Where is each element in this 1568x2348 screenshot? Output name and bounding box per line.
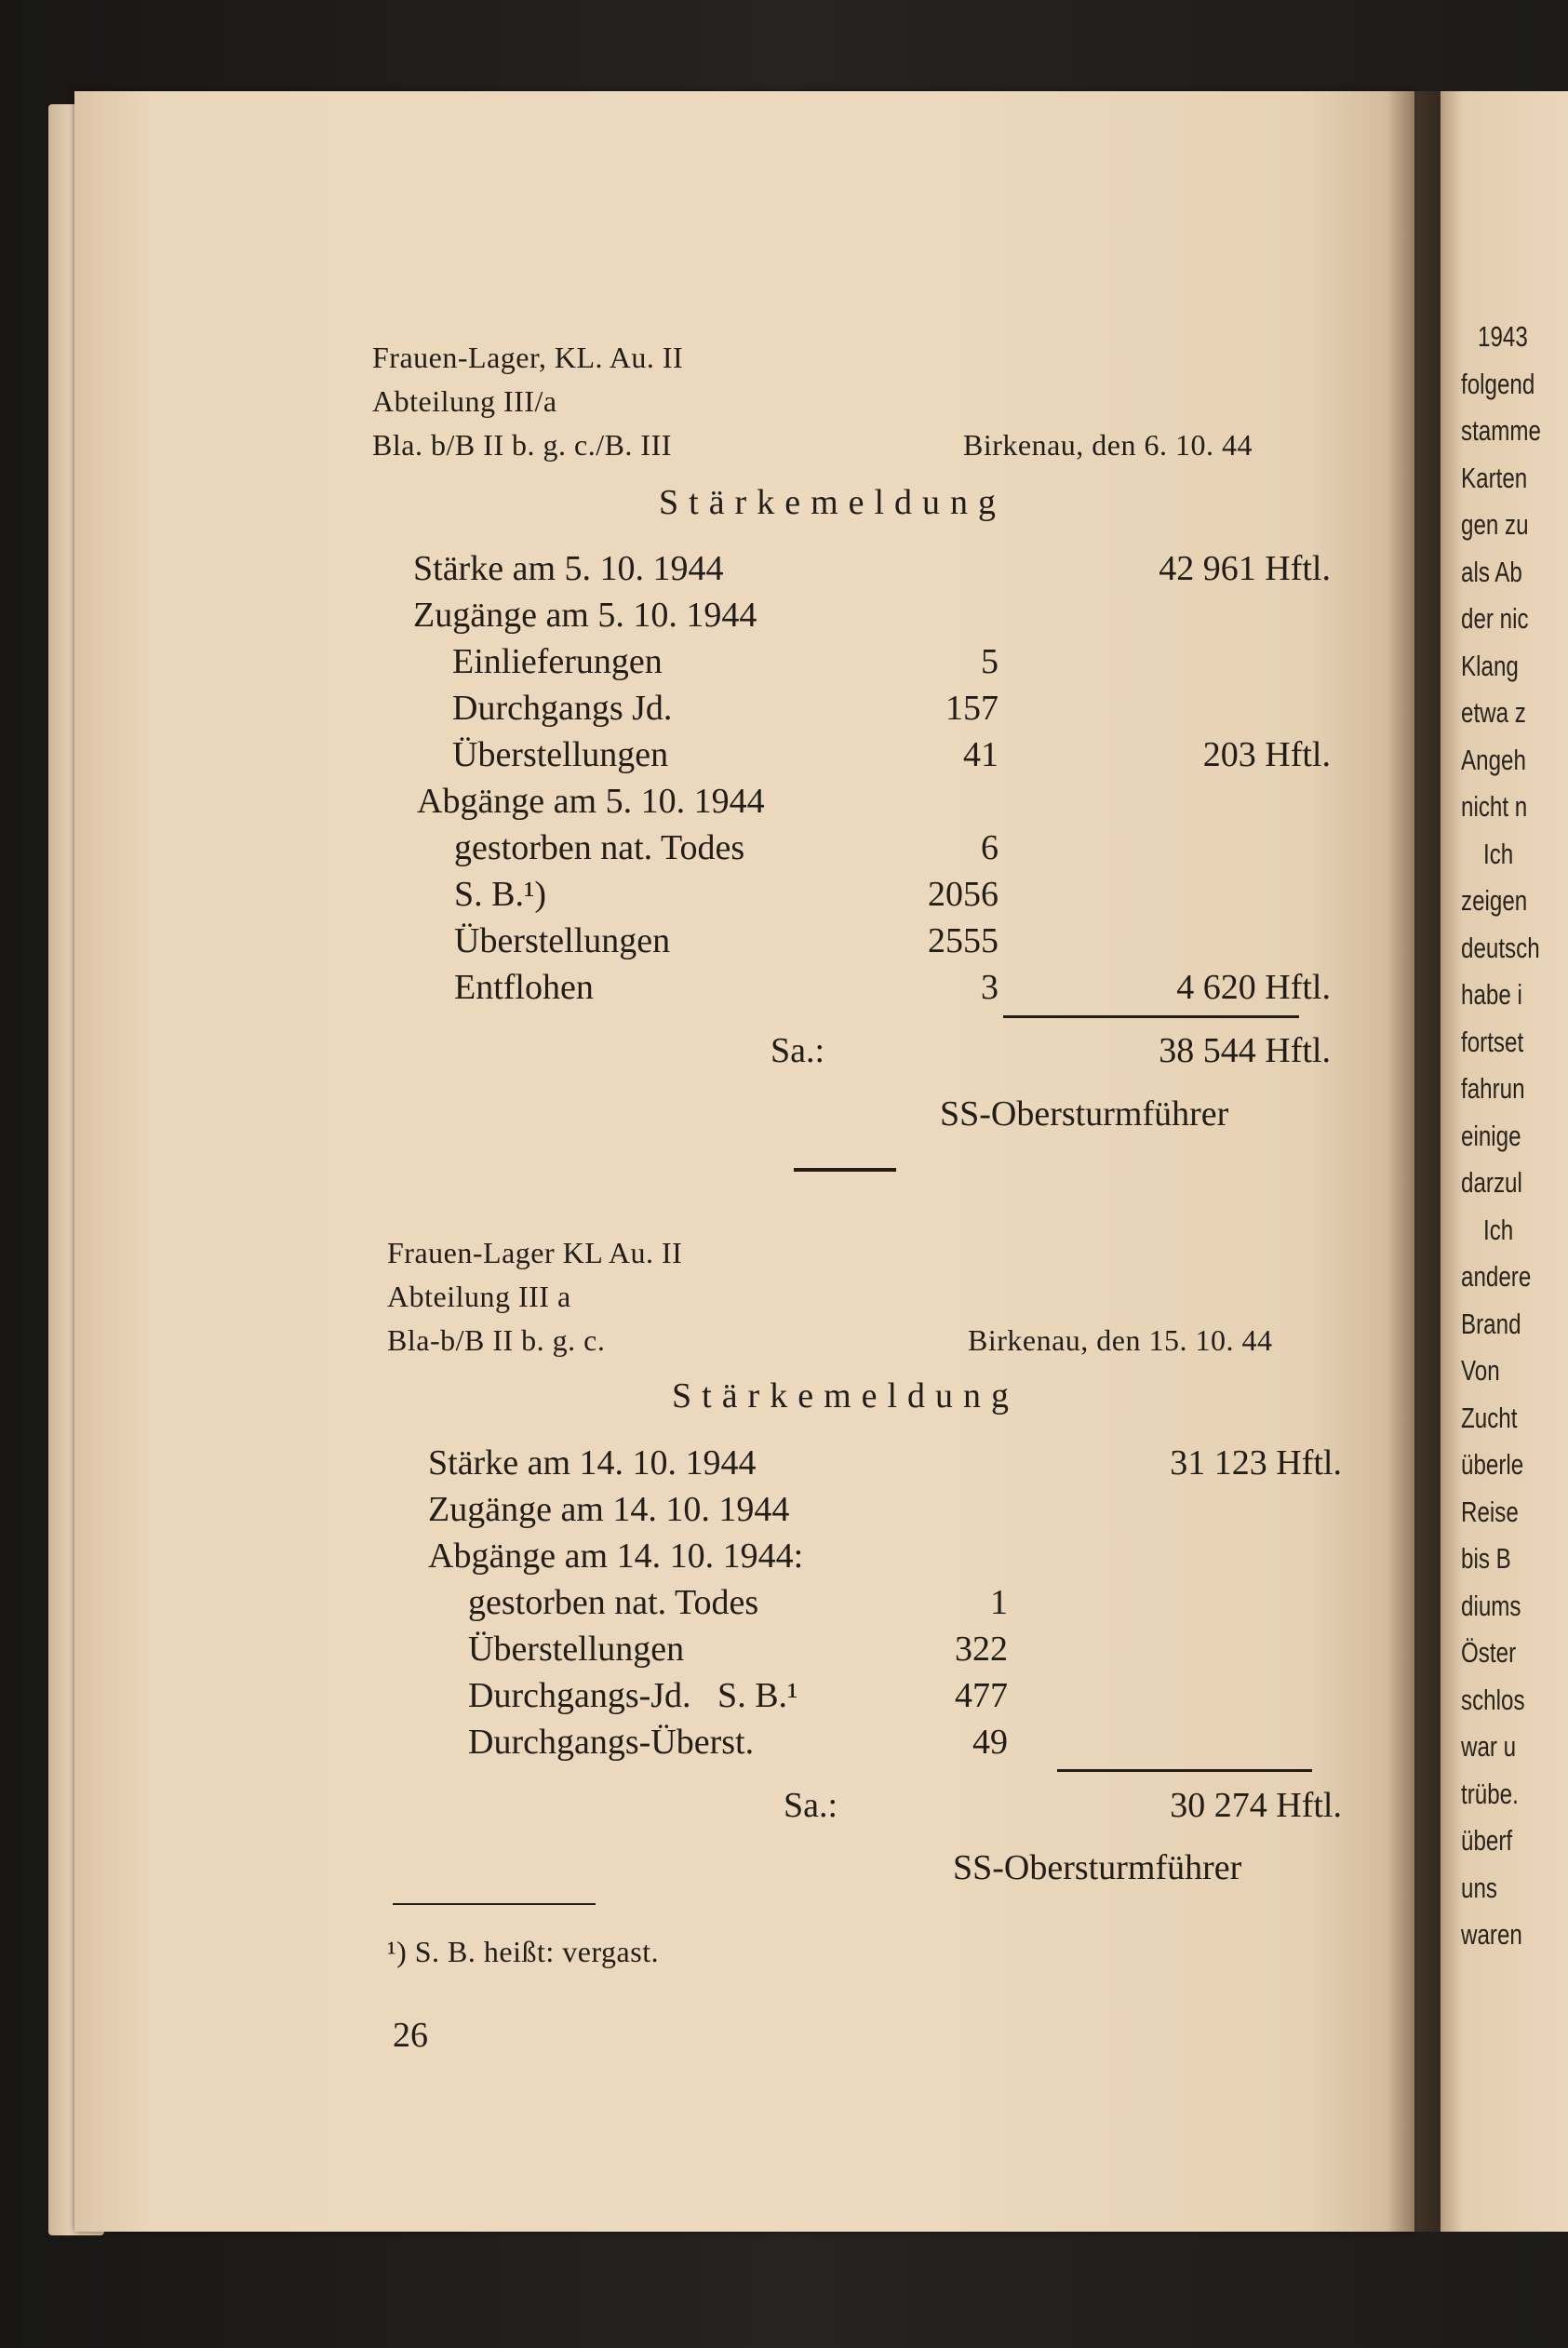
report1-row-count: 3 bbox=[981, 968, 998, 1007]
facing-page-line: gen zu bbox=[1461, 508, 1529, 541]
facing-page-line: 1943 bbox=[1478, 320, 1528, 353]
facing-page-line: Ich bbox=[1483, 837, 1514, 870]
report2-row-count: 477 bbox=[955, 1676, 1008, 1715]
facing-page-line: Angeh bbox=[1461, 743, 1526, 776]
page-number: 26 bbox=[393, 2016, 428, 2055]
facing-page-line: überf bbox=[1461, 1824, 1513, 1857]
facing-page-line: uns bbox=[1461, 1871, 1497, 1904]
report1-row-label: Stärke am 5. 10. 1944 bbox=[413, 549, 724, 588]
book-gutter bbox=[1387, 91, 1442, 2232]
report1-row-count: 5 bbox=[981, 642, 998, 681]
facing-page-line: Zucht bbox=[1461, 1401, 1518, 1434]
report1-signature: SS-Obersturmführer bbox=[940, 1094, 1229, 1134]
facing-page-line: als Ab bbox=[1461, 555, 1522, 588]
report2-row-label: Durchgangs-Überst. bbox=[468, 1723, 755, 1762]
facing-page-line: fahrun bbox=[1461, 1072, 1525, 1105]
report2-signature: SS-Obersturmführer bbox=[953, 1848, 1242, 1887]
report1-row-count: 2056 bbox=[928, 875, 998, 914]
report2-row-label: Abgänge am 14. 10. 1944: bbox=[428, 1536, 804, 1576]
report2-sum-label: Sa.: bbox=[784, 1786, 838, 1825]
facing-page-line: stamme bbox=[1461, 414, 1541, 447]
report2-row-label: gestorben nat. Todes bbox=[468, 1583, 759, 1622]
report1-sum-label: Sa.: bbox=[771, 1031, 825, 1070]
report1-row-total: 4 620 Hftl. bbox=[1176, 968, 1331, 1007]
report1-row-count: 41 bbox=[963, 735, 998, 774]
facing-page-line: habe i bbox=[1461, 978, 1522, 1011]
facing-page bbox=[1441, 91, 1568, 2232]
report1-row-label: Durchgangs Jd. bbox=[452, 689, 673, 728]
report1-row-label: S. B.¹) bbox=[454, 875, 547, 914]
facing-page-line: waren bbox=[1461, 1918, 1522, 1951]
facing-page-line: Von bbox=[1461, 1354, 1500, 1387]
report2-header-line-2: Abteilung III a bbox=[387, 1280, 571, 1313]
report2-row-label: Durchgangs-Jd. S. B.¹ bbox=[468, 1676, 798, 1715]
report2-place-date: Birkenau, den 15. 10. 44 bbox=[968, 1323, 1273, 1357]
report1-row-label: Überstellungen bbox=[452, 735, 669, 774]
footnote: ¹) S. B. heißt: vergast. bbox=[387, 1935, 660, 1968]
report2-row-count: 49 bbox=[972, 1723, 1008, 1762]
report1-row-label: Zugänge am 5. 10. 1944 bbox=[413, 596, 757, 635]
facing-page-line: bis B bbox=[1461, 1542, 1511, 1575]
facing-page-line: Karten bbox=[1461, 461, 1528, 494]
report1-row-label: Abgänge am 5. 10. 1944 bbox=[417, 782, 765, 821]
facing-page-line: Brand bbox=[1461, 1307, 1521, 1340]
report1-row-count: 157 bbox=[945, 689, 998, 728]
report2-row-count: 322 bbox=[955, 1630, 1008, 1669]
report2-row-total: 31 123 Hftl. bbox=[1170, 1443, 1342, 1483]
facing-page-line: zeigen bbox=[1461, 884, 1528, 917]
facing-page-line: einige bbox=[1461, 1119, 1521, 1152]
facing-page-line: diums bbox=[1461, 1589, 1521, 1622]
facing-page-line: folgend bbox=[1461, 367, 1535, 400]
report1-sum-rule bbox=[1003, 1015, 1299, 1018]
report1-row-label: Überstellungen bbox=[454, 921, 671, 960]
facing-page-line: Ich bbox=[1483, 1213, 1514, 1246]
report2-row-label: Überstellungen bbox=[468, 1630, 685, 1669]
report2-header-line-1: Frauen-Lager KL Au. II bbox=[387, 1236, 683, 1269]
facing-page-line: deutsch bbox=[1461, 931, 1540, 964]
report1-place-date: Birkenau, den 6. 10. 44 bbox=[963, 428, 1253, 462]
facing-page-line: darzul bbox=[1461, 1166, 1522, 1199]
facing-page-line: Klang bbox=[1461, 649, 1519, 682]
report2-row-label: Stärke am 14. 10. 1944 bbox=[428, 1443, 757, 1483]
report1-header-line-1: Frauen-Lager, KL. Au. II bbox=[372, 341, 684, 374]
report1-row-total: 42 961 Hftl. bbox=[1159, 549, 1331, 588]
report1-title: Stärkemeldung bbox=[659, 483, 1007, 522]
report2-row-label: Zugänge am 14. 10. 1944 bbox=[428, 1490, 790, 1529]
report1-row-count: 6 bbox=[981, 828, 998, 867]
facing-page-line: trübe. bbox=[1461, 1777, 1519, 1810]
report1-row-total: 203 Hftl. bbox=[1202, 735, 1331, 774]
report1-row-label: Einlieferungen bbox=[452, 642, 663, 681]
report1-row-label: gestorben nat. Todes bbox=[454, 828, 745, 867]
facing-page-line: Öster bbox=[1461, 1636, 1517, 1669]
report2-sum-rule bbox=[1057, 1769, 1312, 1772]
report1-header-line-2: Abteilung III/a bbox=[372, 384, 557, 418]
facing-page-line: fortset bbox=[1461, 1025, 1524, 1058]
report1-row-label: Entflohen bbox=[454, 968, 594, 1007]
facing-page-line: war u bbox=[1461, 1730, 1517, 1763]
report2-title: Stärkemeldung bbox=[672, 1376, 1020, 1416]
facing-page-line: schlos bbox=[1461, 1683, 1525, 1716]
report2-row-count: 1 bbox=[990, 1583, 1008, 1622]
facing-page-line: etwa z bbox=[1461, 696, 1526, 729]
section-divider bbox=[794, 1168, 896, 1172]
facing-page-line: der nic bbox=[1461, 602, 1529, 635]
facing-page-line: nicht n bbox=[1461, 790, 1528, 823]
report1-header-line-3: Bla. b/B II b. g. c./B. III bbox=[372, 428, 672, 462]
left-page bbox=[74, 91, 1414, 2232]
report2-sum-value: 30 274 Hftl. bbox=[1170, 1786, 1342, 1825]
facing-page-line: andere bbox=[1461, 1260, 1532, 1293]
report1-row-count: 2555 bbox=[928, 921, 998, 960]
facing-page-line: überle bbox=[1461, 1448, 1524, 1481]
report1-sum-value: 38 544 Hftl. bbox=[1159, 1031, 1331, 1070]
footnote-rule bbox=[393, 1903, 596, 1905]
facing-page-line: Reise bbox=[1461, 1495, 1519, 1528]
report2-header-line-3: Bla-b/B II b. g. c. bbox=[387, 1323, 606, 1357]
